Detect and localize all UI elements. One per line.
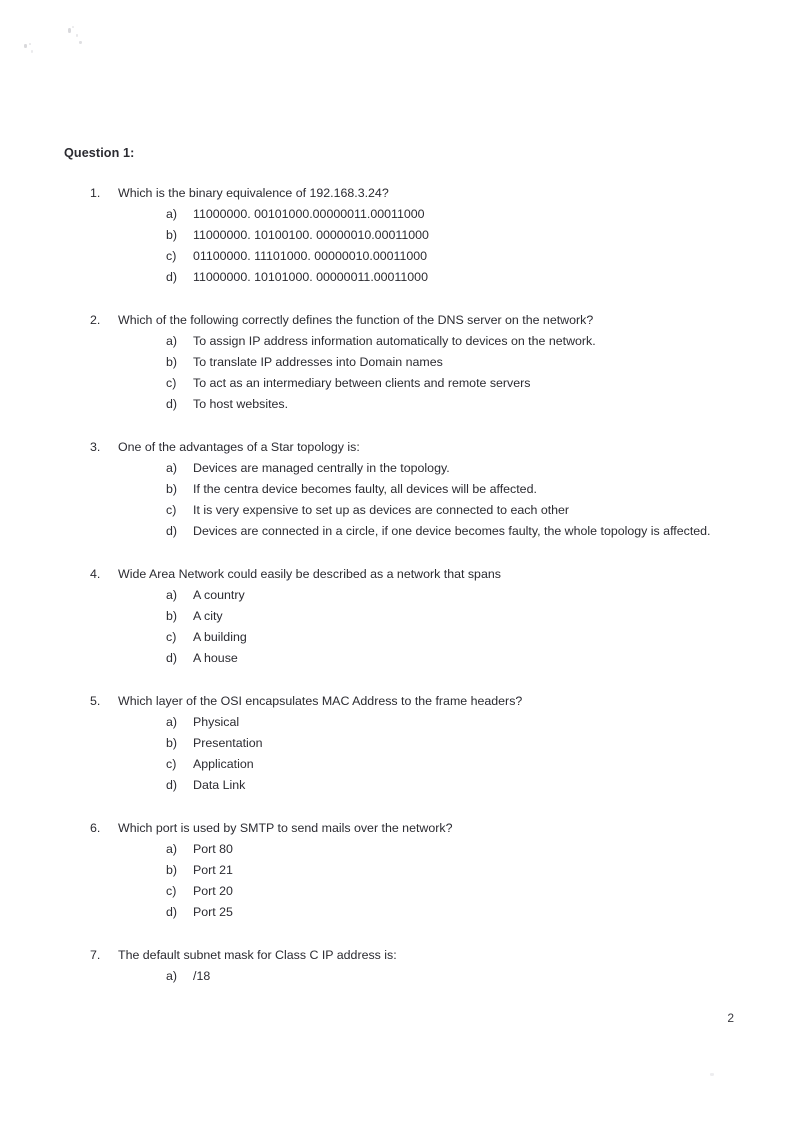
document-body [64,146,724,987]
option-text: Port 20 [193,883,233,898]
option-text: If the centra device becomes faulty, all devices will be affected. [193,481,537,496]
section-heading: Question 1: [64,146,135,160]
question-text: Wide Area Network could easily be described as a network that spans [118,566,501,581]
option-item[interactable] [166,606,724,627]
option-list [118,585,724,669]
option-letter: b) [166,862,178,877]
question-item [64,691,724,796]
option-item[interactable] [166,966,724,987]
option-text: Devices are connected in a circle, if one device becomes faulty, the whole topology is affected. [193,523,711,538]
page-number: 2 [727,1011,734,1025]
option-text: To act as an intermediary between clients and remote servers [193,375,531,390]
option-item[interactable] [166,585,724,606]
option-letter: d) [166,650,178,665]
scan-speck-icon [710,1073,714,1076]
option-letter: a) [166,333,178,348]
scan-speck-icon [29,43,31,45]
option-text: A city [193,608,223,623]
option-item[interactable] [166,902,724,923]
question-list [64,183,724,987]
question-number: 2. [90,312,101,327]
option-list [118,458,724,542]
option-item[interactable] [166,839,724,860]
option-item[interactable] [166,712,724,733]
option-letter: b) [166,227,178,242]
option-item[interactable] [166,373,724,394]
option-text: /18 [193,968,211,983]
option-letter: d) [166,269,178,284]
option-text: 11000000. 00101000.00000011.00011000 [193,206,425,221]
option-text: To host websites. [193,396,289,411]
option-text: To translate IP addresses into Domain names [193,354,443,369]
option-list [118,712,724,796]
option-text: Presentation [193,735,263,750]
option-text: 11000000. 10101000. 00000011.00011000 [193,269,428,284]
option-list [118,966,724,987]
option-text: 11000000. 10100100. 00000010.00011000 [193,227,429,242]
option-list [118,204,724,288]
option-item[interactable] [166,352,724,373]
question-number: 1. [90,185,101,200]
scan-speck-icon [72,26,74,28]
option-letter: d) [166,523,178,538]
option-text: Port 25 [193,904,233,919]
option-letter: b) [166,735,178,750]
question-number: 4. [90,566,101,581]
question-number: 6. [90,820,101,835]
option-text: A country [193,587,245,602]
option-letter: c) [166,375,177,390]
question-text: Which layer of the OSI encapsulates MAC Address to the frame headers? [118,693,523,708]
question-text: The default subnet mask for Class C IP address is: [118,947,397,962]
option-letter: c) [166,502,177,517]
option-letter: b) [166,354,178,369]
question-number: 7. [90,947,101,962]
option-letter: c) [166,248,177,263]
option-letter: a) [166,968,178,983]
option-letter: a) [166,460,178,475]
question-item [64,818,724,923]
scan-speck-icon [76,34,78,37]
option-item[interactable] [166,860,724,881]
option-text: Port 80 [193,841,233,856]
question-text: One of the advantages of a Star topology is: [118,439,360,454]
option-letter: b) [166,608,178,623]
option-text: To assign IP address information automatically to devices on the network. [193,333,596,348]
option-letter: d) [166,904,178,919]
option-item[interactable] [166,246,724,267]
option-letter: c) [166,756,177,771]
question-item [64,183,724,288]
option-item[interactable] [166,225,724,246]
option-item[interactable] [166,331,724,352]
question-item [64,564,724,669]
option-item[interactable] [166,204,724,225]
option-letter: c) [166,629,177,644]
option-letter: d) [166,777,178,792]
option-item[interactable] [166,500,724,521]
option-item[interactable] [166,775,724,796]
option-letter: a) [166,587,178,602]
option-letter: a) [166,714,178,729]
option-letter: a) [166,841,178,856]
option-item[interactable] [166,754,724,775]
scan-speck-icon [24,44,27,48]
question-number: 3. [90,439,101,454]
scan-speck-icon [79,41,82,44]
question-item [64,437,724,542]
question-text: Which of the following correctly defines the function of the DNS server on the network? [118,312,594,327]
option-text: Data Link [193,777,246,792]
option-text: 01100000. 11101000. 00000010.00011000 [193,248,428,263]
question-item [64,945,724,987]
option-item[interactable] [166,521,724,542]
option-text: A house [193,650,238,665]
option-item[interactable] [166,733,724,754]
question-text: Which is the binary equivalence of 192.168.3.24? [118,185,389,200]
question-text: Which port is used by SMTP to send mails over the network? [118,820,453,835]
option-letter: d) [166,396,178,411]
scan-speck-icon [31,50,33,53]
option-text: Physical [193,714,240,729]
option-text: Port 21 [193,862,233,877]
option-letter: a) [166,206,178,221]
option-letter: b) [166,481,178,496]
option-item[interactable] [166,394,724,415]
option-item[interactable] [166,458,724,479]
option-text: Devices are managed centrally in the topology. [193,460,450,475]
scan-speck-icon [68,28,71,33]
option-list [118,331,724,415]
option-text: A building [193,629,247,644]
option-list [118,839,724,923]
option-item[interactable] [166,881,724,902]
option-item[interactable] [166,648,724,669]
option-item[interactable] [166,627,724,648]
question-number: 5. [90,693,101,708]
option-text: Application [193,756,254,771]
option-item[interactable] [166,479,724,500]
option-item[interactable] [166,267,724,288]
question-item [64,310,724,415]
option-text: It is very expensive to set up as devices are connected to each other [193,502,570,517]
option-letter: c) [166,883,177,898]
